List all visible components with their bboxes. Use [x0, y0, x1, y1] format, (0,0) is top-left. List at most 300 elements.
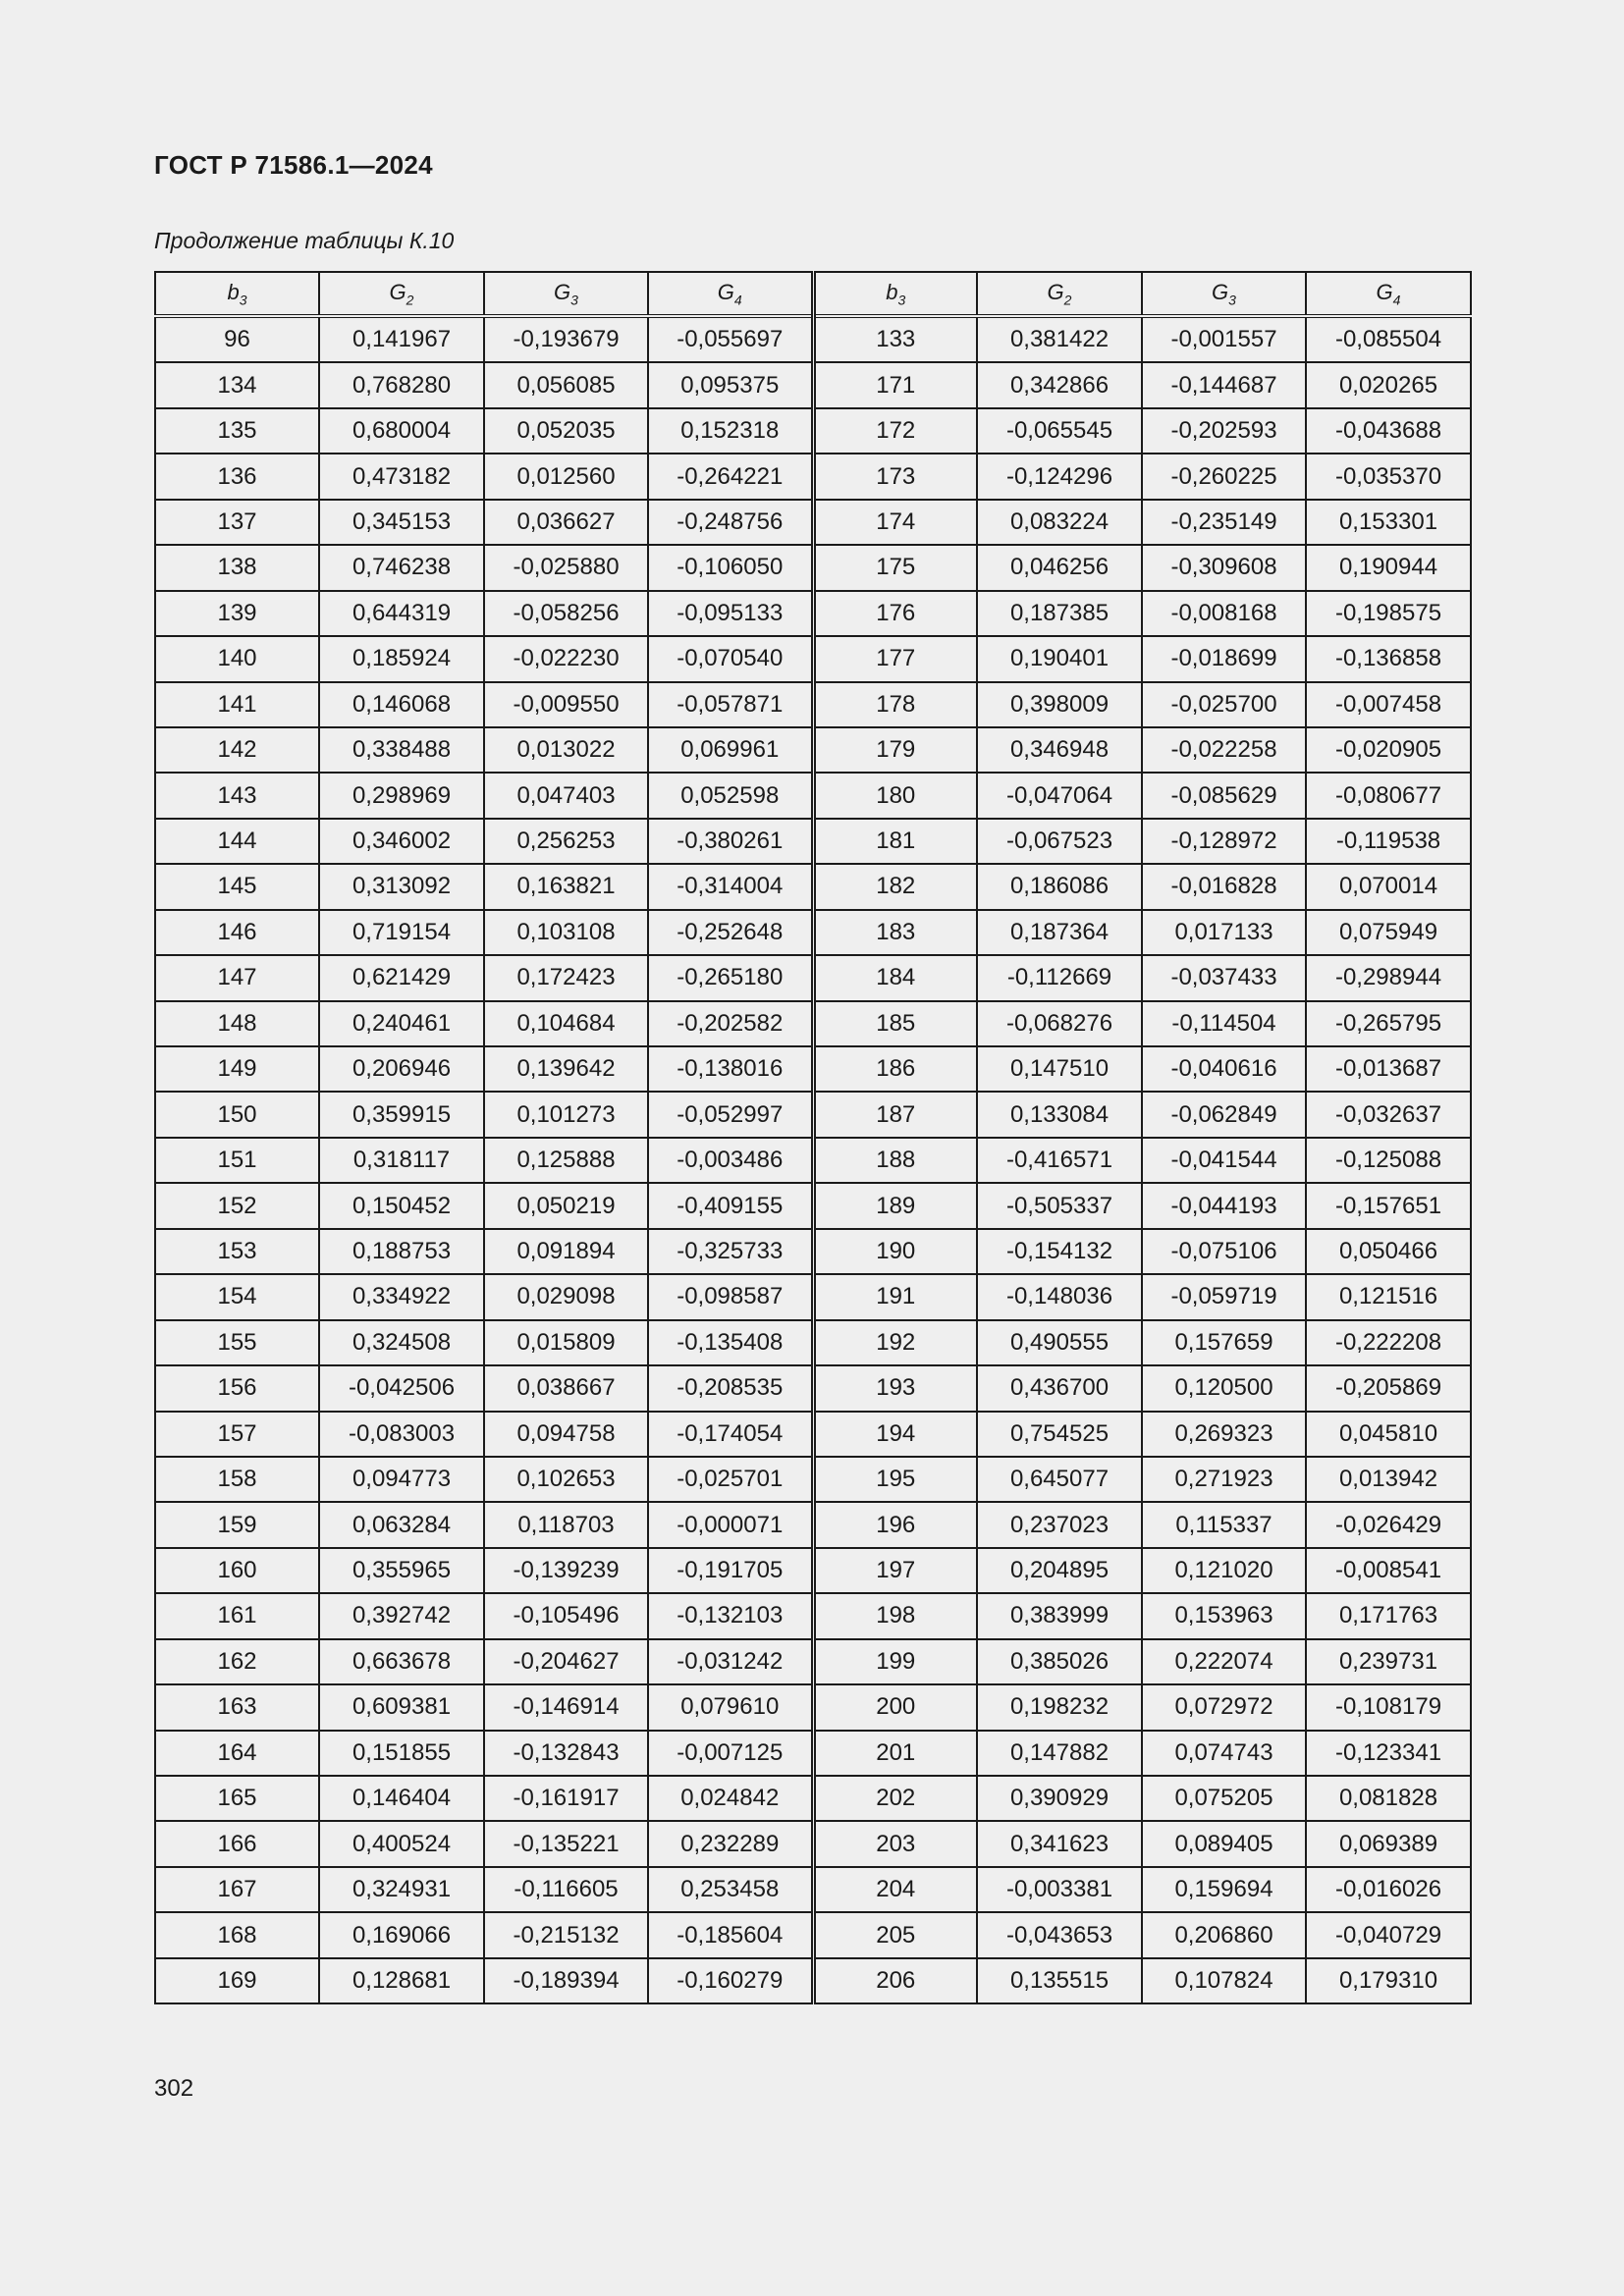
table-cell: -0,043688	[1306, 408, 1471, 454]
table-cell: -0,025700	[1142, 682, 1306, 727]
table-cell: -0,116605	[484, 1867, 648, 1912]
table-cell: 156	[155, 1365, 319, 1411]
table-cell: 0,392742	[319, 1593, 484, 1638]
table-cell: -0,025880	[484, 545, 648, 590]
table-cell: 0,089405	[1142, 1821, 1306, 1866]
table-cell: 184	[813, 955, 977, 1000]
table-cell: 168	[155, 1912, 319, 1957]
table-cell: -0,123341	[1306, 1731, 1471, 1776]
table-row	[155, 1593, 1471, 1638]
table-cell: -0,139239	[484, 1548, 648, 1593]
table-cell: 204	[813, 1867, 977, 1912]
table-cell: 0,133084	[977, 1092, 1142, 1137]
table-cell: 0,172423	[484, 955, 648, 1000]
table-cell: -0,080677	[1306, 773, 1471, 818]
table-cell: 151	[155, 1138, 319, 1183]
table-cell: -0,191705	[648, 1548, 813, 1593]
table-cell: 144	[155, 819, 319, 864]
table-cell: 0,169066	[319, 1912, 484, 1957]
table-cell: 0,153301	[1306, 500, 1471, 545]
table-cell: 0,146404	[319, 1776, 484, 1821]
page-number: 302	[154, 2075, 194, 2102]
table-cell: 138	[155, 545, 319, 590]
table-cell: 0,125888	[484, 1138, 648, 1183]
table-cell: -0,135221	[484, 1821, 648, 1866]
table-cell: 0,118703	[484, 1502, 648, 1547]
table-cell: -0,148036	[977, 1274, 1142, 1319]
table-cell: 175	[813, 545, 977, 590]
table-cell: 0,146068	[319, 682, 484, 727]
table-cell: 0,141967	[319, 316, 484, 362]
table-cell: -0,009550	[484, 682, 648, 727]
table-cell: -0,260225	[1142, 454, 1306, 499]
table-cell: 172	[813, 408, 977, 454]
table-row	[155, 819, 1471, 864]
table-cell: -0,067523	[977, 819, 1142, 864]
table-cell: 202	[813, 1776, 977, 1821]
table-cell: 188	[813, 1138, 977, 1183]
table-row	[155, 362, 1471, 407]
table-cell: 0,746238	[319, 545, 484, 590]
table-cell: 0,046256	[977, 545, 1142, 590]
table-cell: 0,253458	[648, 1867, 813, 1912]
table-cell: 0,079610	[648, 1684, 813, 1730]
table-cell: 153	[155, 1229, 319, 1274]
table-cell: 0,115337	[1142, 1502, 1306, 1547]
table-cell: 0,436700	[977, 1365, 1142, 1411]
table-cell: 0,050466	[1306, 1229, 1471, 1274]
table-cell: -0,409155	[648, 1183, 813, 1228]
table-row	[155, 408, 1471, 454]
table-cell: 135	[155, 408, 319, 454]
table-cell: 0,159694	[1142, 1867, 1306, 1912]
table-row	[155, 636, 1471, 681]
table-cell: 203	[813, 1821, 977, 1866]
table-row	[155, 1320, 1471, 1365]
column-header-subscript: 3	[239, 292, 247, 308]
table-cell: -0,185604	[648, 1912, 813, 1957]
table-cell: 198	[813, 1593, 977, 1638]
table-cell: 194	[813, 1412, 977, 1457]
table-cell: -0,040729	[1306, 1912, 1471, 1957]
table-cell: 193	[813, 1365, 977, 1411]
table-cell: -0,035370	[1306, 454, 1471, 499]
table-row	[155, 454, 1471, 499]
column-header	[648, 272, 813, 316]
table-cell: -0,157651	[1306, 1183, 1471, 1228]
table-cell: -0,058256	[484, 591, 648, 636]
table-cell: 0,152318	[648, 408, 813, 454]
table-cell: 185	[813, 1001, 977, 1046]
table-cell: 0,094773	[319, 1457, 484, 1502]
table-cell: -0,032637	[1306, 1092, 1471, 1137]
column-header-subscript: 3	[897, 292, 906, 308]
table-cell: -0,189394	[484, 1958, 648, 2003]
table-row	[155, 682, 1471, 727]
table-cell: 0,345153	[319, 500, 484, 545]
table-cell: 158	[155, 1457, 319, 1502]
table-cell: 0,150452	[319, 1183, 484, 1228]
table-cell: -0,000071	[648, 1502, 813, 1547]
table-row	[155, 1548, 1471, 1593]
table-cell: 0,385026	[977, 1639, 1142, 1684]
table-cell: -0,265795	[1306, 1001, 1471, 1046]
table-cell: 0,121516	[1306, 1274, 1471, 1319]
table-cell: -0,016026	[1306, 1867, 1471, 1912]
table-row	[155, 1412, 1471, 1457]
table-cell: 0,163821	[484, 864, 648, 909]
table-cell: 0,324508	[319, 1320, 484, 1365]
table-cell: 0,045810	[1306, 1412, 1471, 1457]
table-cell: -0,098587	[648, 1274, 813, 1319]
table-cell: -0,204627	[484, 1639, 648, 1684]
table-cell: -0,208535	[648, 1365, 813, 1411]
column-header-subscript: 4	[733, 292, 742, 308]
table-cell: -0,095133	[648, 591, 813, 636]
table-cell: -0,047064	[977, 773, 1142, 818]
table-cell: -0,124296	[977, 454, 1142, 499]
column-header	[1142, 272, 1306, 316]
table-cell: 183	[813, 910, 977, 955]
table-cell: 96	[155, 316, 319, 362]
table-cell: 0,075949	[1306, 910, 1471, 955]
table-cell: 182	[813, 864, 977, 909]
table-cell: 0,313092	[319, 864, 484, 909]
table-cell: 191	[813, 1274, 977, 1319]
table-row	[155, 500, 1471, 545]
table-cell: -0,026429	[1306, 1502, 1471, 1547]
table-cell: 0,324931	[319, 1867, 484, 1912]
table-cell: 152	[155, 1183, 319, 1228]
table-cell: -0,128972	[1142, 819, 1306, 864]
table-cell: -0,112669	[977, 955, 1142, 1000]
table-cell: 0,024842	[648, 1776, 813, 1821]
table-cell: 192	[813, 1320, 977, 1365]
table-cell: 0,346948	[977, 727, 1142, 773]
table-cell: -0,119538	[1306, 819, 1471, 864]
table-cell: 0,121020	[1142, 1548, 1306, 1593]
table-row	[155, 545, 1471, 590]
table-cell: 147	[155, 955, 319, 1000]
table-cell: -0,174054	[648, 1412, 813, 1457]
table-row	[155, 1502, 1471, 1547]
table-cell: -0,264221	[648, 454, 813, 499]
table-cell: -0,059719	[1142, 1274, 1306, 1319]
column-header-symbol: G	[717, 279, 734, 304]
table-cell: -0,325733	[648, 1229, 813, 1274]
table-cell: 0,190401	[977, 636, 1142, 681]
table-cell: 206	[813, 1958, 977, 2003]
table-cell: 0,188753	[319, 1229, 484, 1274]
column-header-symbol: G	[389, 279, 406, 304]
table-cell: -0,052997	[648, 1092, 813, 1137]
table-cell: 0,187364	[977, 910, 1142, 955]
table-cell: -0,105496	[484, 1593, 648, 1638]
table-cell: -0,085504	[1306, 316, 1471, 362]
table-row	[155, 955, 1471, 1000]
table-cell: 148	[155, 1001, 319, 1046]
table-cell: 0,663678	[319, 1639, 484, 1684]
table-cell: 162	[155, 1639, 319, 1684]
table-cell: 178	[813, 682, 977, 727]
table-cell: 154	[155, 1274, 319, 1319]
table-cell: 0,128681	[319, 1958, 484, 2003]
table-cell: 0,083224	[977, 500, 1142, 545]
table-cell: -0,202593	[1142, 408, 1306, 454]
table-cell: -0,001557	[1142, 316, 1306, 362]
table-cell: 163	[155, 1684, 319, 1730]
table-cell: 0,074743	[1142, 1731, 1306, 1776]
table-cell: -0,025701	[648, 1457, 813, 1502]
table-cell: 171	[813, 362, 977, 407]
column-header-symbol: b	[227, 279, 240, 304]
table-row	[155, 1001, 1471, 1046]
table-cell: 205	[813, 1912, 977, 1957]
table-row	[155, 1821, 1471, 1866]
table-cell: -0,248756	[648, 500, 813, 545]
table-cell: 173	[813, 454, 977, 499]
table-cell: 0,206946	[319, 1046, 484, 1092]
table-cell: 133	[813, 316, 977, 362]
table-cell: 0,206860	[1142, 1912, 1306, 1957]
table-cell: 0,179310	[1306, 1958, 1471, 2003]
table-cell: 0,050219	[484, 1183, 648, 1228]
table-cell: 200	[813, 1684, 977, 1730]
table-cell: -0,193679	[484, 316, 648, 362]
table-row	[155, 591, 1471, 636]
table-row	[155, 1958, 1471, 2003]
table-cell: 0,204895	[977, 1548, 1142, 1593]
table-cell: 176	[813, 591, 977, 636]
table-cell: -0,008541	[1306, 1548, 1471, 1593]
table-cell: 0,094758	[484, 1412, 648, 1457]
column-header	[813, 272, 977, 316]
table-cell: 143	[155, 773, 319, 818]
table-cell: 0,013942	[1306, 1457, 1471, 1502]
table-cell: -0,068276	[977, 1001, 1142, 1046]
table-cell: -0,013687	[1306, 1046, 1471, 1092]
column-header-subscript: 3	[1228, 292, 1236, 308]
table-cell: -0,222208	[1306, 1320, 1471, 1365]
column-header-symbol: G	[1376, 279, 1393, 304]
table-cell: 0,075205	[1142, 1776, 1306, 1821]
table-cell: 0,056085	[484, 362, 648, 407]
table-row	[155, 864, 1471, 909]
table-cell: 0,091894	[484, 1229, 648, 1274]
document-header: ГОСТ Р 71586.1—2024	[154, 150, 433, 180]
table-cell: 0,069389	[1306, 1821, 1471, 1866]
table-cell: 0,187385	[977, 591, 1142, 636]
table-cell: -0,154132	[977, 1229, 1142, 1274]
table-cell: 190	[813, 1229, 977, 1274]
table-caption: Продолжение таблицы К.10	[154, 228, 455, 253]
table-cell: -0,106050	[648, 545, 813, 590]
table-cell: -0,265180	[648, 955, 813, 1000]
table-cell: -0,380261	[648, 819, 813, 864]
table-cell: -0,016828	[1142, 864, 1306, 909]
table-cell: 0,017133	[1142, 910, 1306, 955]
table-cell: 167	[155, 1867, 319, 1912]
table-cell: 0,120500	[1142, 1365, 1306, 1411]
table-cell: 169	[155, 1958, 319, 2003]
table-cell: 187	[813, 1092, 977, 1137]
table-cell: -0,138016	[648, 1046, 813, 1092]
table-cell: 196	[813, 1502, 977, 1547]
table-cell: -0,040616	[1142, 1046, 1306, 1092]
table-cell: 0,147882	[977, 1731, 1142, 1776]
table-cell: 180	[813, 773, 977, 818]
table-cell: -0,062849	[1142, 1092, 1306, 1137]
table-row	[155, 1274, 1471, 1319]
column-header-subscript: 2	[1063, 292, 1072, 308]
table-cell: 0,719154	[319, 910, 484, 955]
table-cell: 0,239731	[1306, 1639, 1471, 1684]
table-cell: 0,400524	[319, 1821, 484, 1866]
table-cell: 0,081828	[1306, 1776, 1471, 1821]
table-cell: 0,609381	[319, 1684, 484, 1730]
table-row	[155, 1639, 1471, 1684]
table-cell: 0,644319	[319, 591, 484, 636]
table-cell: 0,490555	[977, 1320, 1142, 1365]
table-cell: -0,057871	[648, 682, 813, 727]
table-row	[155, 1457, 1471, 1502]
table-cell: -0,018699	[1142, 636, 1306, 681]
table-cell: 197	[813, 1548, 977, 1593]
table-cell: 164	[155, 1731, 319, 1776]
table-cell: -0,161917	[484, 1776, 648, 1821]
table-cell: 139	[155, 591, 319, 636]
table-cell: 0,107824	[1142, 1958, 1306, 2003]
table-cell: 0,072972	[1142, 1684, 1306, 1730]
table-cell: 140	[155, 636, 319, 681]
table-cell: -0,146914	[484, 1684, 648, 1730]
table-cell: -0,065545	[977, 408, 1142, 454]
table-row	[155, 727, 1471, 773]
table-cell: 0,013022	[484, 727, 648, 773]
table-cell: 0,095375	[648, 362, 813, 407]
table-cell: -0,043653	[977, 1912, 1142, 1957]
table-cell: 0,334922	[319, 1274, 484, 1319]
table-row	[155, 1912, 1471, 1957]
table-cell: 0,222074	[1142, 1639, 1306, 1684]
table-cell: 0,135515	[977, 1958, 1142, 2003]
table-cell: 136	[155, 454, 319, 499]
table-cell: -0,132843	[484, 1731, 648, 1776]
table-cell: -0,044193	[1142, 1183, 1306, 1228]
table-cell: 0,237023	[977, 1502, 1142, 1547]
table-row	[155, 773, 1471, 818]
table-row	[155, 1183, 1471, 1228]
table-cell: -0,198575	[1306, 591, 1471, 636]
table-cell: 0,038667	[484, 1365, 648, 1411]
table-cell: 189	[813, 1183, 977, 1228]
table-cell: 174	[813, 500, 977, 545]
table-cell: 0,103108	[484, 910, 648, 955]
table-cell: 0,298969	[319, 773, 484, 818]
table-cell: -0,160279	[648, 1958, 813, 2003]
table-cell: 195	[813, 1457, 977, 1502]
table-cell: 165	[155, 1776, 319, 1821]
table-cell: 0,036627	[484, 500, 648, 545]
table-cell: 0,359915	[319, 1092, 484, 1137]
table-cell: 0,151855	[319, 1731, 484, 1776]
table-cell: -0,085629	[1142, 773, 1306, 818]
table-cell: -0,055697	[648, 316, 813, 362]
table-body	[155, 316, 1471, 2003]
table-cell: 0,645077	[977, 1457, 1142, 1502]
table-cell: -0,022230	[484, 636, 648, 681]
table-cell: 0,473182	[319, 454, 484, 499]
table-row	[155, 1684, 1471, 1730]
table-cell: -0,205869	[1306, 1365, 1471, 1411]
column-header-subscript: 2	[406, 292, 414, 308]
table-cell: 0,102653	[484, 1457, 648, 1502]
table-cell: -0,298944	[1306, 955, 1471, 1000]
table-cell: 0,153963	[1142, 1593, 1306, 1638]
table-cell: 0,063284	[319, 1502, 484, 1547]
table-cell: 0,104684	[484, 1001, 648, 1046]
table-cell: 0,157659	[1142, 1320, 1306, 1365]
table-cell: 159	[155, 1502, 319, 1547]
column-header	[155, 272, 319, 316]
column-header	[977, 272, 1142, 316]
table-cell: -0,114504	[1142, 1001, 1306, 1046]
table-cell: 0,101273	[484, 1092, 648, 1137]
table-row	[155, 1229, 1471, 1274]
table-cell: 0,147510	[977, 1046, 1142, 1092]
table-cell: -0,132103	[648, 1593, 813, 1638]
table-row	[155, 1092, 1471, 1137]
table-cell: 160	[155, 1548, 319, 1593]
table-cell: -0,037433	[1142, 955, 1306, 1000]
table-cell: -0,136858	[1306, 636, 1471, 681]
table-row	[155, 1365, 1471, 1411]
table-cell: 179	[813, 727, 977, 773]
table-cell: -0,007458	[1306, 682, 1471, 727]
table-cell: 0,020265	[1306, 362, 1471, 407]
table-cell: 0,047403	[484, 773, 648, 818]
table-cell: 181	[813, 819, 977, 864]
table-cell: 157	[155, 1412, 319, 1457]
table-cell: 0,355965	[319, 1548, 484, 1593]
table-cell: -0,416571	[977, 1138, 1142, 1183]
column-header-symbol: b	[886, 279, 898, 304]
table-cell: 199	[813, 1639, 977, 1684]
table-cell: 0,240461	[319, 1001, 484, 1046]
table-cell: 0,052035	[484, 408, 648, 454]
table-cell: 0,269323	[1142, 1412, 1306, 1457]
table-cell: -0,252648	[648, 910, 813, 955]
table-cell: 0,346002	[319, 819, 484, 864]
table-cell: 0,069961	[648, 727, 813, 773]
table-cell: -0,125088	[1306, 1138, 1471, 1183]
table-cell: 166	[155, 1821, 319, 1866]
table-row	[155, 1867, 1471, 1912]
table-cell: -0,202582	[648, 1001, 813, 1046]
table-cell: 0,139642	[484, 1046, 648, 1092]
table-cell: 0,271923	[1142, 1457, 1306, 1502]
data-table	[154, 271, 1472, 2004]
table-cell: 141	[155, 682, 319, 727]
table-cell: 0,338488	[319, 727, 484, 773]
column-header-symbol: G	[1212, 279, 1229, 304]
column-header-subscript: 4	[1392, 292, 1401, 308]
table-cell: -0,135408	[648, 1320, 813, 1365]
table-cell: -0,309608	[1142, 545, 1306, 590]
table-cell: 0,768280	[319, 362, 484, 407]
table-cell: 0,383999	[977, 1593, 1142, 1638]
table-cell: -0,235149	[1142, 500, 1306, 545]
